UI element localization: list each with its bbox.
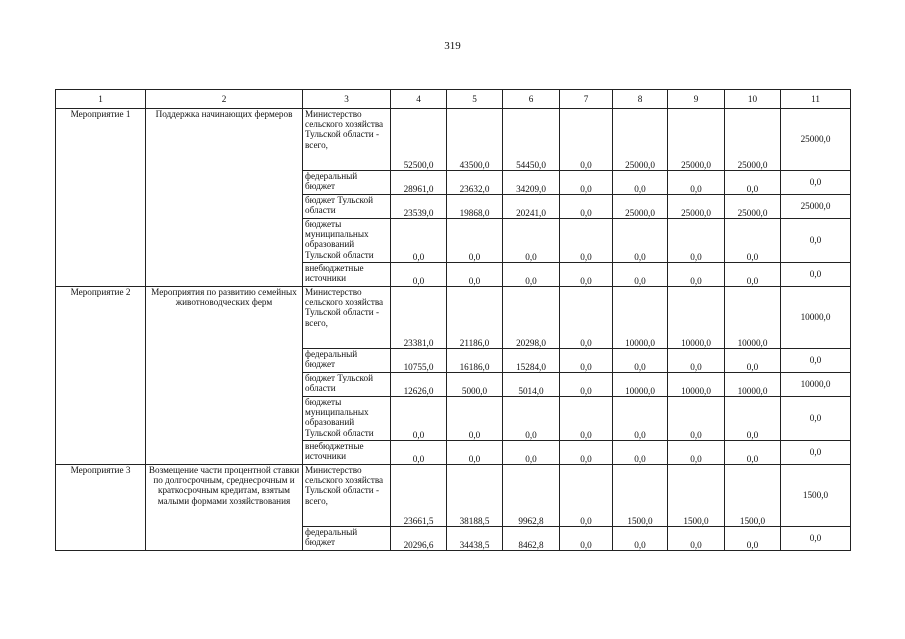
amount-cell: 0,0 <box>560 195 613 219</box>
amount-cell: 0,0 <box>560 287 613 349</box>
amount-cell: 0,0 <box>391 219 447 263</box>
amount-cell: 0,0 <box>503 219 560 263</box>
amount-cell: 0,0 <box>613 349 668 373</box>
amount-cell: 23632,0 <box>447 171 503 195</box>
column-header: 2 <box>146 90 303 109</box>
amount-cell: 0,0 <box>613 263 668 287</box>
funding-source: федеральный бюджет <box>303 527 391 551</box>
amount-cell: 15284,0 <box>503 349 560 373</box>
amount-cell: 0,0 <box>560 441 613 465</box>
amount-cell: 0,0 <box>560 219 613 263</box>
amount-cell: 10000,0 <box>613 373 668 397</box>
amount-cell: 0,0 <box>781 397 851 441</box>
funding-source: бюджет Тульской области <box>303 195 391 219</box>
funding-source: Министерство сельского хозяйства Тульской области - всего, <box>303 287 391 349</box>
amount-cell: 52500,0 <box>391 109 447 171</box>
column-header: 3 <box>303 90 391 109</box>
amount-cell: 0,0 <box>447 263 503 287</box>
funding-source: федеральный бюджет <box>303 349 391 373</box>
amount-cell: 0,0 <box>613 527 668 551</box>
amount-cell: 0,0 <box>668 263 725 287</box>
amount-cell: 9962,8 <box>503 465 560 527</box>
amount-cell: 0,0 <box>560 465 613 527</box>
amount-cell: 25000,0 <box>668 109 725 171</box>
amount-cell: 0,0 <box>391 397 447 441</box>
amount-cell: 0,0 <box>503 441 560 465</box>
activity-name: Мероприятие 1 <box>56 109 146 287</box>
amount-cell: 1500,0 <box>725 465 781 527</box>
amount-cell: 0,0 <box>725 171 781 195</box>
amount-cell: 0,0 <box>668 349 725 373</box>
amount-cell: 20296,6 <box>391 527 447 551</box>
amount-cell: 25000,0 <box>725 109 781 171</box>
amount-cell: 5000,0 <box>447 373 503 397</box>
amount-cell: 0,0 <box>725 349 781 373</box>
amount-cell: 0,0 <box>560 373 613 397</box>
amount-cell: 0,0 <box>560 109 613 171</box>
amount-cell: 8462,8 <box>503 527 560 551</box>
column-header: 8 <box>613 90 668 109</box>
amount-cell: 28961,0 <box>391 171 447 195</box>
funding-source: Министерство сельского хозяйства Тульской области - всего, <box>303 465 391 527</box>
amount-cell: 0,0 <box>781 263 851 287</box>
amount-cell: 1500,0 <box>613 465 668 527</box>
funding-source: внебюджетные источники <box>303 441 391 465</box>
amount-cell: 0,0 <box>781 219 851 263</box>
column-header: 11 <box>781 90 851 109</box>
funding-source: Министерство сельского хозяйства Тульской области - всего, <box>303 109 391 171</box>
amount-cell: 0,0 <box>668 171 725 195</box>
amount-cell: 25000,0 <box>725 195 781 219</box>
table-row <box>56 109 851 171</box>
amount-cell: 0,0 <box>391 441 447 465</box>
amount-cell: 1500,0 <box>781 465 851 527</box>
amount-cell: 0,0 <box>725 441 781 465</box>
column-header: 9 <box>668 90 725 109</box>
column-header: 4 <box>391 90 447 109</box>
table-row <box>56 287 851 349</box>
amount-cell: 10000,0 <box>668 287 725 349</box>
amount-cell: 10000,0 <box>725 373 781 397</box>
activity-description: Возмещение части процентной ставки по долгосрочным, среднесрочным и краткосрочным кредитам, взятым малыми формами хозяйствования <box>146 465 303 551</box>
funding-source: федеральный бюджет <box>303 171 391 195</box>
amount-cell: 25000,0 <box>668 195 725 219</box>
funding-source: бюджеты муниципальных образований Тульской области <box>303 219 391 263</box>
amount-cell: 0,0 <box>668 441 725 465</box>
activity-description: Мероприятия по развитию семейных животноводческих ферм <box>146 287 303 465</box>
amount-cell: 16186,0 <box>447 349 503 373</box>
amount-cell: 0,0 <box>560 171 613 195</box>
funding-source: бюджеты муниципальных образований Тульской области <box>303 397 391 441</box>
amount-cell: 54450,0 <box>503 109 560 171</box>
page-number: 319 <box>444 40 461 52</box>
amount-cell: 1500,0 <box>668 465 725 527</box>
amount-cell: 0,0 <box>447 397 503 441</box>
column-header: 1 <box>56 90 146 109</box>
column-header: 5 <box>447 90 503 109</box>
amount-cell: 0,0 <box>391 263 447 287</box>
amount-cell: 0,0 <box>668 527 725 551</box>
amount-cell: 0,0 <box>725 263 781 287</box>
amount-cell: 0,0 <box>668 219 725 263</box>
amount-cell: 0,0 <box>560 349 613 373</box>
amount-cell: 10000,0 <box>781 373 851 397</box>
amount-cell: 0,0 <box>725 527 781 551</box>
amount-cell: 23381,0 <box>391 287 447 349</box>
budget-table <box>55 89 851 551</box>
amount-cell: 0,0 <box>781 171 851 195</box>
table-body <box>56 90 851 551</box>
amount-cell: 25000,0 <box>781 109 851 171</box>
funding-source: внебюджетные источники <box>303 263 391 287</box>
amount-cell: 12626,0 <box>391 373 447 397</box>
amount-cell: 10000,0 <box>613 287 668 349</box>
amount-cell: 0,0 <box>447 441 503 465</box>
header-row <box>56 90 851 109</box>
amount-cell: 0,0 <box>447 219 503 263</box>
column-header: 6 <box>503 90 560 109</box>
amount-cell: 0,0 <box>781 441 851 465</box>
amount-cell: 0,0 <box>613 219 668 263</box>
funding-source: бюджет Тульской области <box>303 373 391 397</box>
amount-cell: 23539,0 <box>391 195 447 219</box>
amount-cell: 0,0 <box>781 349 851 373</box>
amount-cell: 0,0 <box>781 527 851 551</box>
activity-description: Поддержка начинающих фермеров <box>146 109 303 287</box>
amount-cell: 0,0 <box>560 527 613 551</box>
table-row <box>56 465 851 527</box>
amount-cell: 0,0 <box>503 263 560 287</box>
amount-cell: 25000,0 <box>781 195 851 219</box>
amount-cell: 10000,0 <box>781 287 851 349</box>
amount-cell: 19868,0 <box>447 195 503 219</box>
amount-cell: 10000,0 <box>668 373 725 397</box>
column-header: 10 <box>725 90 781 109</box>
amount-cell: 34209,0 <box>503 171 560 195</box>
amount-cell: 0,0 <box>613 171 668 195</box>
amount-cell: 43500,0 <box>447 109 503 171</box>
amount-cell: 0,0 <box>503 397 560 441</box>
amount-cell: 0,0 <box>613 397 668 441</box>
amount-cell: 23661,5 <box>391 465 447 527</box>
amount-cell: 20298,0 <box>503 287 560 349</box>
amount-cell: 25000,0 <box>613 109 668 171</box>
amount-cell: 20241,0 <box>503 195 560 219</box>
amount-cell: 10755,0 <box>391 349 447 373</box>
amount-cell: 0,0 <box>560 263 613 287</box>
amount-cell: 0,0 <box>613 441 668 465</box>
amount-cell: 5014,0 <box>503 373 560 397</box>
amount-cell: 38188,5 <box>447 465 503 527</box>
amount-cell: 0,0 <box>725 397 781 441</box>
amount-cell: 0,0 <box>560 397 613 441</box>
amount-cell: 21186,0 <box>447 287 503 349</box>
amount-cell: 0,0 <box>725 219 781 263</box>
amount-cell: 25000,0 <box>613 195 668 219</box>
amount-cell: 10000,0 <box>725 287 781 349</box>
amount-cell: 0,0 <box>668 397 725 441</box>
activity-name: Мероприятие 2 <box>56 287 146 465</box>
amount-cell: 34438,5 <box>447 527 503 551</box>
column-header: 7 <box>560 90 613 109</box>
activity-name: Мероприятие 3 <box>56 465 146 551</box>
